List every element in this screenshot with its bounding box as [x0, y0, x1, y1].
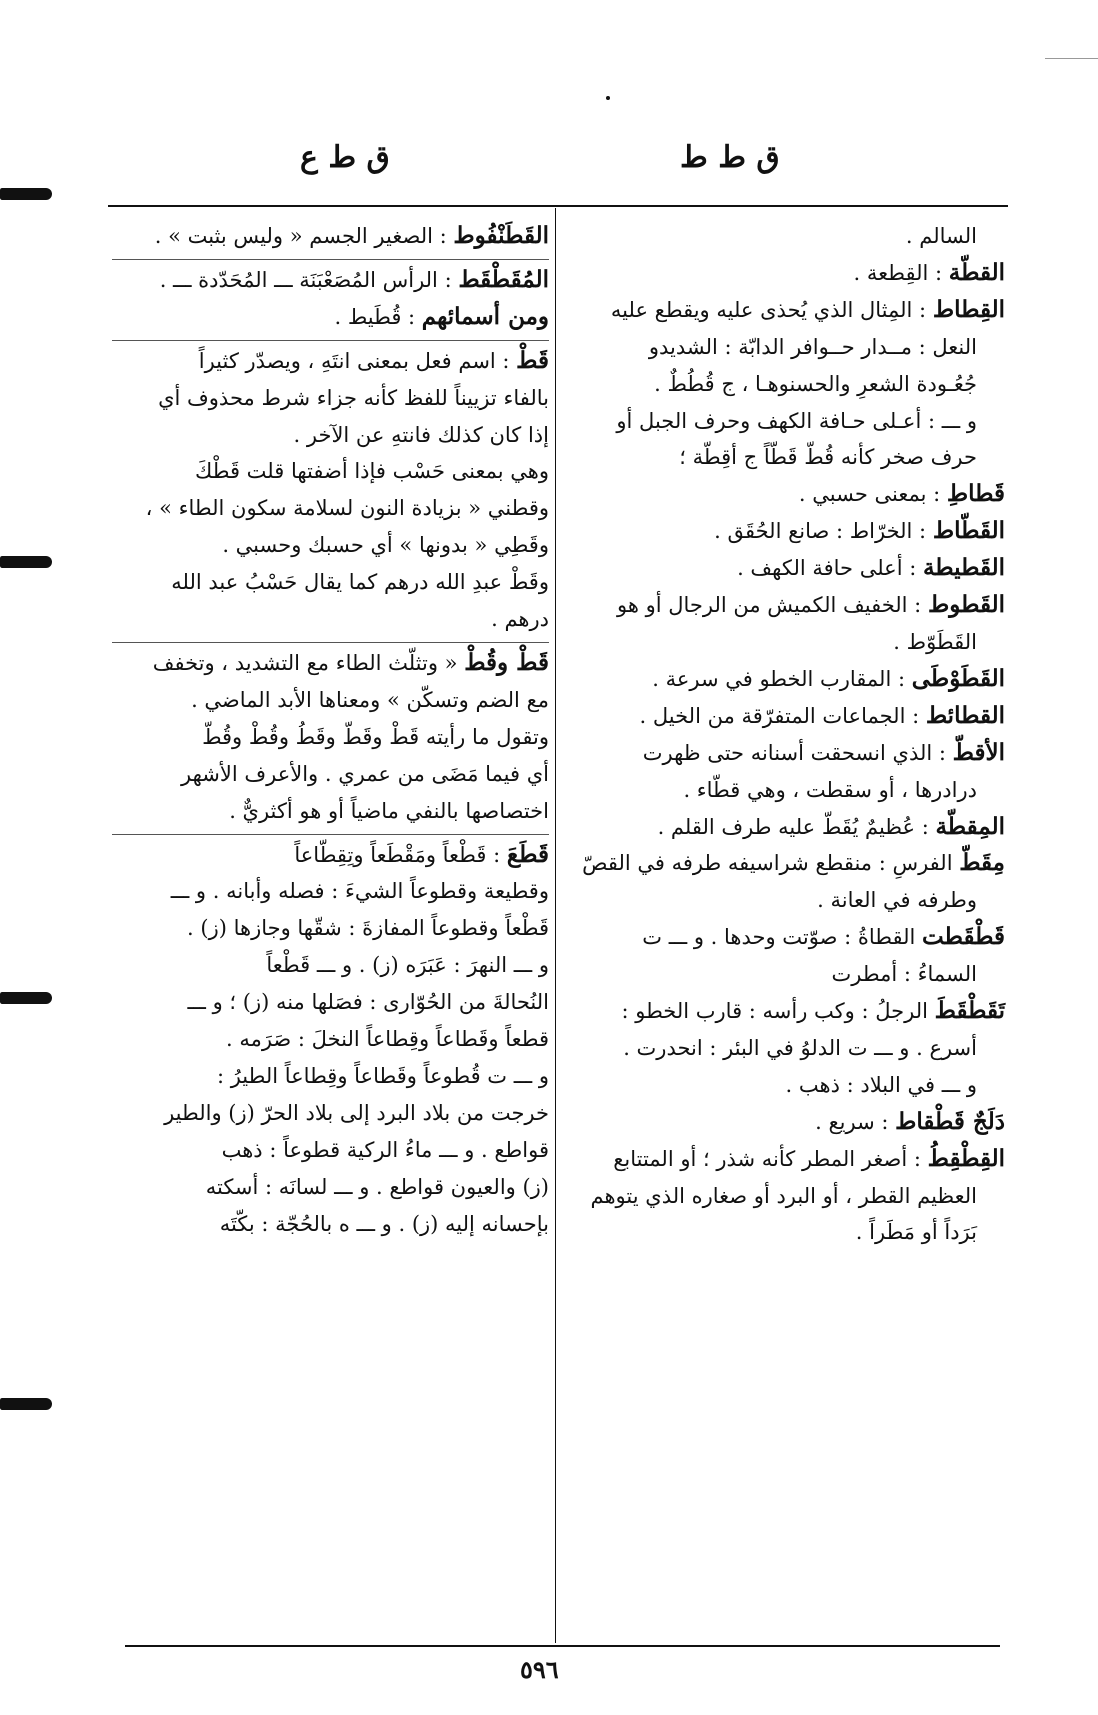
definition-text: (ز) والعيون قواطع . و ـــ لسانَه : أسكته — [205, 1174, 549, 1199]
entry-line — [112, 564, 549, 601]
entry-line — [112, 910, 549, 947]
left-column — [112, 218, 549, 1242]
definition-text: وقطيعة وقطوعاً الشيءَ : فصله وأبانه . و ـــ — [170, 879, 549, 904]
definition-text: اختصاصها بالنفي ماضياً أو هو أكثريٌّ . — [229, 798, 549, 823]
entry-line — [112, 601, 549, 638]
entry-line — [570, 1104, 1005, 1141]
definition-text: وطرفه في العانة . — [817, 888, 977, 913]
headword: القِطْقِطُ — [927, 1144, 1005, 1172]
entry-line — [570, 809, 1005, 846]
entry-line — [112, 1169, 549, 1206]
definition-text: و ـــ ت قُطوعاً وقَطاعاً وقِطاعاً الطيرُ : — [216, 1063, 549, 1088]
definition-text: بَرَداً أو مَطَراً . — [855, 1220, 977, 1245]
ink-dot — [606, 96, 610, 100]
root-header-left: ق ط ع — [300, 140, 390, 175]
definition-text: جُعُـودة الشعرِ والحسنوهـا ، ج قُطُطٌ . — [654, 371, 977, 396]
entry-line — [112, 642, 549, 682]
definition-text: : سريع . — [815, 1109, 896, 1134]
definition-text: : الجماعات المتفرّقة من الخيل . — [639, 703, 926, 728]
entry-line — [570, 476, 1005, 513]
definition-text: القَطَوّط . — [893, 629, 977, 654]
definition-text: : القِطعة . — [853, 260, 949, 285]
definition-text: : المِثال الذي يُحذى عليه ويقطع عليه — [610, 297, 933, 322]
entry-line — [112, 947, 549, 984]
margin-smudge — [0, 1398, 52, 1410]
entry-line — [112, 417, 549, 454]
headword: قَطْ — [516, 346, 549, 374]
entry-line — [570, 624, 1005, 661]
headword: قَطَعَ — [506, 840, 549, 868]
entry-line — [570, 772, 1005, 809]
headword: دَلَجٌ قَطْقاط — [895, 1107, 1005, 1135]
footer-rule — [125, 1645, 1000, 1647]
definition-text: خرجت من بلاد البرد إلى بلاد الحرّ (ز) والطير — [164, 1100, 549, 1125]
entry-line — [570, 550, 1005, 587]
headword: ومن أسمائهم — [421, 302, 549, 330]
entry-line — [570, 292, 1005, 329]
definition-text: وقَطِي « بدونها » أي حسبك وحسبي . — [222, 533, 549, 558]
definition-text: قواطع . و ـــ ماءُ الركية قطوعاً : ذهب — [221, 1137, 549, 1162]
definition-text: : المقارب الخطو في سرعة . — [652, 666, 912, 691]
entry-line — [570, 1030, 1005, 1067]
definition-text: : الصغير الجسم « وليس بثبت » . — [154, 224, 454, 248]
entry-line — [112, 299, 549, 336]
entry-line — [112, 218, 549, 255]
headword: القَطوط — [927, 591, 1005, 619]
definition-text: : أصغر المطر كأنه شذر ؛ أو المتتابع — [613, 1146, 928, 1171]
entry-line — [112, 793, 549, 830]
entry-line — [570, 882, 1005, 919]
headword: قَطاطِ — [946, 480, 1005, 508]
margin-smudge — [0, 188, 52, 200]
entry-line — [570, 255, 1005, 292]
definition-text: العظيم القطر ، أو البرد أو صغاره الذي يتوهم — [590, 1183, 977, 1208]
headword: القَطَوْطَى — [911, 664, 1005, 692]
definition-text: و ـــ النهرَ : عَبَرَه (ز) . و ـــ قَطْعاً — [266, 953, 549, 978]
entry-line — [112, 1058, 549, 1095]
entry-line — [570, 439, 1005, 476]
entry-line — [112, 1021, 549, 1058]
definition-text: أسرع . و ـــ ت الدلوُ في البئر : انحدرت . — [623, 1035, 977, 1060]
entry-line — [112, 380, 549, 417]
definition-text: النُحالةَ من الحُوّارى : فصَلها منه (ز) ؛ و ـــ — [187, 990, 549, 1015]
entry-line — [112, 1206, 549, 1243]
headword: القطّة — [948, 258, 1005, 286]
definition-text: و ـــ في البلاد : ذهب . — [785, 1072, 977, 1097]
headword: القطائط — [925, 701, 1005, 729]
entry-line — [570, 329, 1005, 366]
headword: القَطَنْفُوط — [453, 222, 549, 249]
headword: القِطاط — [932, 295, 1005, 323]
headword: قَطْقَطت — [922, 923, 1005, 951]
definition-text: : قَطْعاً ومَقْطَعاً وتِقِطّاعاً — [294, 842, 507, 867]
definition-text: وتقول ما رأيته قَطْ وقَطّ وقَطُ وقُطْ وقُطّ — [202, 724, 549, 749]
entry-line — [112, 984, 549, 1021]
definition-text: النعل : مــدار حــوافر الدابّة : الشديدو — [648, 334, 977, 359]
headword: القَطّاط — [932, 517, 1005, 545]
column-separator — [555, 208, 556, 1643]
definition-text: قَطْعاً وقطوعاً المفازةَ : شقّها وجازها (ز) . — [187, 916, 549, 941]
definition-text: الرجلُ : وكب رأسه : قارب الخطو : — [621, 999, 935, 1024]
definition-text: إذا كان كذلك فانتهِ عن الآخر . — [293, 422, 549, 447]
corner-rule — [1045, 58, 1098, 59]
definition-text: : بمعنى حسبي . — [798, 482, 947, 507]
headword: تَقَطْقَطَ — [934, 997, 1005, 1025]
entry-line — [112, 873, 549, 910]
entry-line — [570, 661, 1005, 698]
definition-text: درهم . — [491, 607, 549, 632]
headword: مِقَطّ — [959, 849, 1005, 877]
entry-line — [570, 993, 1005, 1030]
definition-text: « وتثلّث الطاء مع التشديد ، وتخفف — [152, 650, 465, 675]
definition-text: مع الضم وتسكّن » ومعناها الأبد الماضي . — [191, 687, 549, 712]
entry-line — [112, 259, 549, 299]
definition-text: : الخفيف الكميش من الرجال أو هو — [616, 593, 928, 618]
definition-text: : عُظيمٌ يُقَطّ عليه طرف القلم . — [657, 814, 936, 839]
entry-line — [112, 682, 549, 719]
entry-line — [570, 513, 1005, 550]
definition-text: : أعلى حافة الكهف . — [737, 556, 923, 581]
definition-text: : الخرّاط : صانع الحُقَق . — [714, 519, 933, 544]
entry-line — [112, 527, 549, 564]
entry-line — [112, 1095, 549, 1132]
entry-line — [112, 490, 549, 527]
entry-line — [570, 956, 1005, 993]
definition-text: درادرها ، أو سقطت ، وهي قطّاء . — [683, 777, 977, 802]
entry-line — [570, 698, 1005, 735]
entry-line — [570, 218, 1005, 255]
margin-smudge — [0, 992, 52, 1004]
entry-line — [112, 834, 549, 874]
entry-line — [570, 919, 1005, 956]
definition-text: بإحسانه إليه (ز) . و ـــ ه بالحُجّة : بكّتَه — [219, 1211, 549, 1236]
entry-line — [112, 756, 549, 793]
right-column — [570, 218, 1005, 1251]
entry-line — [570, 403, 1005, 440]
definition-text: أي فيما مَضَى من عمري . والأعرف الأشهر — [181, 761, 549, 786]
definition-text: : اسم فعل بمعنى انتَهِ ، ويصدّر كثيراً — [198, 348, 517, 373]
headword: الأقطّ — [952, 738, 1005, 766]
definition-text: حرف صخر كأنه قُطّ قَطّاً ج أقِطّة ؛ — [679, 445, 977, 470]
entry-line — [570, 1214, 1005, 1251]
entry-line — [112, 340, 549, 380]
entry-line — [570, 366, 1005, 403]
entry-line — [570, 1067, 1005, 1104]
headword: القَطيطة — [922, 554, 1005, 582]
entry-line — [570, 735, 1005, 772]
definition-text: : قُطَيط . — [334, 304, 422, 329]
definition-text: الفرسِ : منقطع شراسيفه طرفه في القصّ — [582, 851, 960, 876]
entry-line — [570, 587, 1005, 624]
headword: المُقَطْقَط — [458, 265, 549, 293]
definition-text: : الذي انسحقت أسنانه حتى ظهرت — [642, 740, 953, 765]
entry-line — [112, 453, 549, 490]
definition-text: وهي بمعنى حَسْب فإذا أضفتها قلت قَطْكَ — [195, 459, 549, 484]
definition-text: قطعاً وقَطاعاً وقِطاعاً النخلَ : صَرَمه . — [225, 1027, 549, 1052]
definition-text: و ـــ : أعـلى حـافة الكهف وحرف الجبل أو — [616, 408, 977, 433]
definition-text: وقَطْ عبدِ الله درهم كما يقال حَسْبُ عبد الله — [171, 570, 549, 595]
entry-line — [570, 1178, 1005, 1215]
headword: المِقطّة — [935, 812, 1005, 840]
entry-line — [570, 845, 1005, 882]
definition-text: وقطني « بزيادة النون لسلامة سكون الطاء » ، — [145, 496, 549, 521]
entry-line — [112, 719, 549, 756]
definition-text: السماءُ : أمطرت — [831, 962, 977, 987]
entry-line — [112, 1132, 549, 1169]
page-number: ٥٩٦ — [520, 1655, 559, 1684]
header-rule — [108, 205, 1008, 207]
definition-text: القطاةُ : صوّتت وحدها . و ـــ ت — [642, 925, 923, 950]
definition-text: : الرأس المُصَعْبَنَة ـــ المُحَدّدة ـــ . — [159, 267, 459, 292]
root-header-right: ق ط ط — [680, 140, 780, 175]
entry-line — [570, 1141, 1005, 1178]
definition-text: السالم . — [905, 224, 977, 248]
margin-smudge — [0, 556, 52, 568]
definition-text: بالفاء تزييناً للفظ كأنه جزاء شرط محذوف أي — [158, 385, 549, 410]
headword: قَطْ وقُطْ — [464, 648, 549, 676]
